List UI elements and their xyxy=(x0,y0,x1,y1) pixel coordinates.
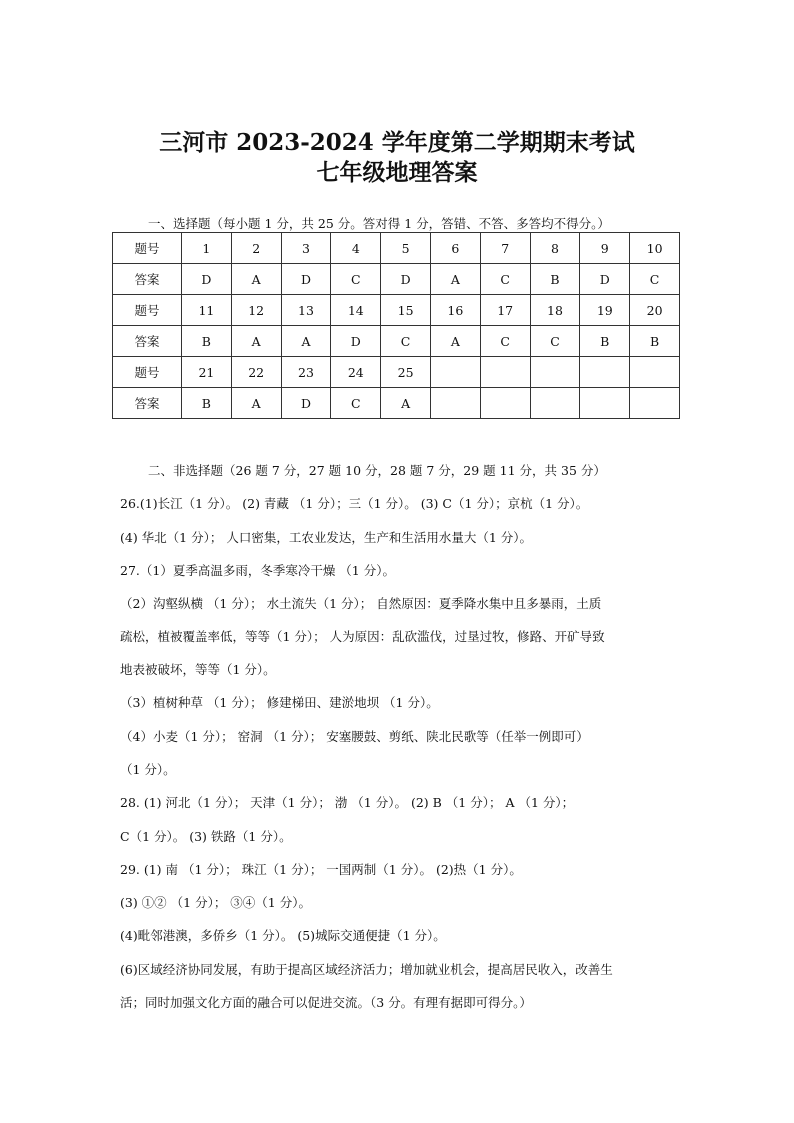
answer-line: 疏松，植被覆盖率低，等等（1 分）； 人为原因：乱砍滥伐，过垦过牧，修路、开矿导致 xyxy=(120,629,605,644)
answer-line: 26.(1)长江（1 分）。 (2) 青藏 （1 分）；三（1 分）。 (3) C（1 分）；京杭（1 分）。 xyxy=(120,496,589,511)
answer-line: 28. (1) 河北（1 分）； 天津（1 分）； 渤 （1 分）。 (2) B （1 分）； A （1 分）； xyxy=(120,795,575,810)
answer-letter-cell: C xyxy=(480,326,530,357)
exam-title: 三河市 2023-2024 学年度第二学期期末考试 xyxy=(159,129,635,156)
section2-heading: 二、非选择题（26 题 7 分，27 题 10 分，28 题 7 分，29 题 11 分，共 35 分） xyxy=(148,463,606,478)
answer-letter-cell: A xyxy=(430,326,480,357)
section1-heading: 一、选择题（每小题 1 分，共 25 分。答对得 1 分，答错、不答、多答均不得分。） xyxy=(148,216,610,231)
question-number-cell: 14 xyxy=(331,295,381,326)
answer-line: C（1 分）。 (3) 铁路（1 分）。 xyxy=(120,829,292,844)
answer-letter-cell: A xyxy=(381,388,431,419)
question-number-cell xyxy=(430,357,480,388)
question-number-cell: 9 xyxy=(580,233,630,264)
answer-line: (3) ①② （1 分）； ③④（1 分）。 xyxy=(120,895,311,910)
answer-table xyxy=(112,232,680,419)
answer-letter-cell: D xyxy=(381,264,431,295)
question-number-cell: 16 xyxy=(430,295,480,326)
question-number-cell: 23 xyxy=(281,357,331,388)
question-number-cell: 21 xyxy=(182,357,232,388)
answer-label: 答案 xyxy=(113,326,182,357)
answer-letter-cell: A xyxy=(231,326,281,357)
answer-line: 29. (1) 南 （1 分）； 珠江（1 分）； 一国两制（1 分）。 (2)热（1 分）。 xyxy=(120,862,522,877)
question-number-cell: 2 xyxy=(231,233,281,264)
answer-letter-cell: C xyxy=(630,264,680,295)
answer-line: （2）沟壑纵横 （1 分）； 水土流失（1 分）； 自然原因：夏季降水集中且多暴雨，土质 xyxy=(120,596,602,611)
question-number-cell xyxy=(580,357,630,388)
answer-line: (4)毗邻港澳，多侨乡（1 分）。 (5)城际交通便捷（1 分）。 xyxy=(120,928,446,943)
answer-letter-cell: C xyxy=(331,264,381,295)
question-label: 题号 xyxy=(113,233,182,264)
answer-letter-cell xyxy=(480,388,530,419)
question-number-cell: 7 xyxy=(480,233,530,264)
answer-line: （4）小麦（1 分）； 窑洞 （1 分）； 安塞腰鼓、剪纸、陕北民歌等（任举一例即可） xyxy=(120,729,589,744)
answer-letter-cell: C xyxy=(530,326,580,357)
answer-letter-cell: C xyxy=(381,326,431,357)
answer-letter-cell: D xyxy=(281,264,331,295)
answer-row xyxy=(113,326,680,357)
answer-letter-cell: D xyxy=(182,264,232,295)
question-row xyxy=(113,233,680,264)
question-number-cell: 8 xyxy=(530,233,580,264)
question-number-cell: 11 xyxy=(182,295,232,326)
question-number-cell: 6 xyxy=(430,233,480,264)
answer-letter-cell xyxy=(530,388,580,419)
question-number-cell: 18 xyxy=(530,295,580,326)
answer-letter-cell: B xyxy=(182,388,232,419)
answer-subtitle: 七年级地理答案 xyxy=(316,159,478,186)
answer-line: （3）植树种草 （1 分）； 修建梯田、建淤地坝 （1 分）。 xyxy=(120,695,439,710)
answer-letter-cell: A xyxy=(281,326,331,357)
question-label: 题号 xyxy=(113,295,182,326)
question-number-cell: 15 xyxy=(381,295,431,326)
question-row xyxy=(113,357,680,388)
answer-row xyxy=(113,388,680,419)
question-number-cell xyxy=(480,357,530,388)
answer-line: 活；同时加强文化方面的融合可以促进交流。（3 分。有理有据即可得分。） xyxy=(120,995,532,1010)
question-label: 题号 xyxy=(113,357,182,388)
answer-letter-cell: C xyxy=(480,264,530,295)
answer-line: (6)区域经济协同发展，有助于提高区域经济活力；增加就业机会，提高居民收入，改善生 xyxy=(120,962,613,977)
answer-label: 答案 xyxy=(113,388,182,419)
answer-letter-cell: A xyxy=(430,264,480,295)
answer-letter-cell xyxy=(630,388,680,419)
question-number-cell: 19 xyxy=(580,295,630,326)
answer-letter-cell: C xyxy=(331,388,381,419)
answer-letter-cell: B xyxy=(530,264,580,295)
answer-row xyxy=(113,264,680,295)
answer-letter-cell xyxy=(580,388,630,419)
question-number-cell: 12 xyxy=(231,295,281,326)
answer-line: (4) 华北（1 分）； 人口密集，工农业发达，生产和生活用水量大（1 分）。 xyxy=(120,530,533,545)
question-number-cell xyxy=(530,357,580,388)
question-number-cell xyxy=(630,357,680,388)
question-number-cell: 22 xyxy=(231,357,281,388)
answer-line: （1 分）。 xyxy=(120,762,176,777)
answer-letter-cell: A xyxy=(231,264,281,295)
question-number-cell: 13 xyxy=(281,295,331,326)
answer-letter-cell xyxy=(430,388,480,419)
answer-letter-cell: B xyxy=(580,326,630,357)
question-number-cell: 4 xyxy=(331,233,381,264)
answer-letter-cell: A xyxy=(231,388,281,419)
question-number-cell: 24 xyxy=(331,357,381,388)
question-number-cell: 17 xyxy=(480,295,530,326)
answer-line: 地表被破坏，等等（1 分）。 xyxy=(120,662,276,677)
question-number-cell: 10 xyxy=(630,233,680,264)
answer-line: 27.（1）夏季高温多雨，冬季寒冷干燥 （1 分）。 xyxy=(120,563,395,578)
answer-letter-cell: D xyxy=(281,388,331,419)
answer-label: 答案 xyxy=(113,264,182,295)
question-number-cell: 25 xyxy=(381,357,431,388)
question-number-cell: 5 xyxy=(381,233,431,264)
question-number-cell: 1 xyxy=(182,233,232,264)
question-number-cell: 3 xyxy=(281,233,331,264)
answer-letter-cell: D xyxy=(580,264,630,295)
question-number-cell: 20 xyxy=(630,295,680,326)
question-row xyxy=(113,295,680,326)
answer-letter-cell: B xyxy=(182,326,232,357)
answer-letter-cell: D xyxy=(331,326,381,357)
answer-letter-cell: B xyxy=(630,326,680,357)
